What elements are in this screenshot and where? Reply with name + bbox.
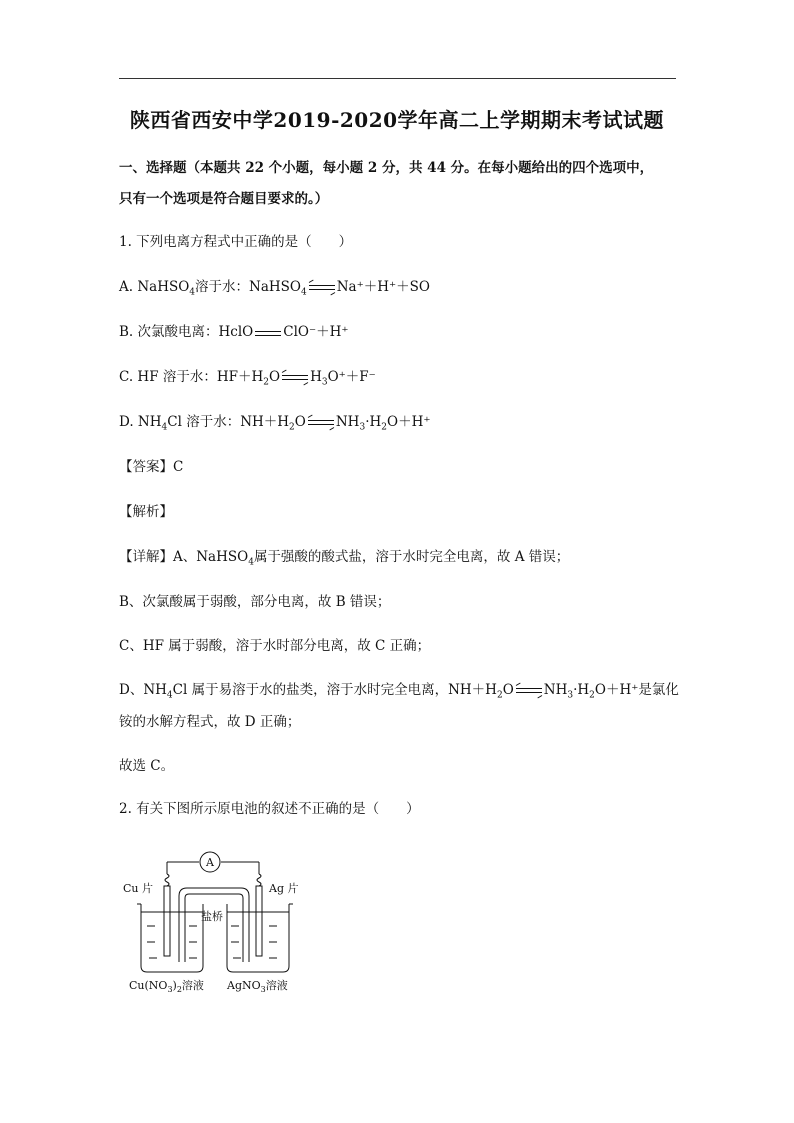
detail-line-d: D、$NH_4Cl$ 属于易溶于水的盐类，溶于水时完全电离，$NH+H_2O$ $NH_3\cdot H_2O+H^+$是氯化: [119, 682, 679, 701]
cu-electrode: [164, 886, 170, 956]
salt-bridge-outer: [179, 888, 249, 962]
salt-bridge-inner: [185, 894, 243, 962]
conclusion: 故选 C。: [119, 758, 175, 774]
detail-line-d-continued: 铵的水解方程式，故 D 正确；: [119, 714, 301, 730]
section-instruction-line-1: 一、选择题（本题共 22 个小题，每小题 2 分，共 44 分。在每小题给出的四个选项中，: [119, 160, 654, 176]
right-electrode-label: Ag 片: [269, 882, 299, 895]
option-a: A. NaHSO$_4$溶于水：NaHSO$_4$ Na⁺＋H⁺＋SO: [119, 279, 430, 298]
reversible-arrow-icon: [308, 418, 334, 428]
left-spring-icon: [165, 874, 169, 886]
page-title: 陕西省西安中学2019-2020学年高二上学期期末考试试题: [129, 108, 665, 132]
reversible-arrow-icon: [516, 686, 542, 696]
detail-line-b: B、次氯酸属于弱酸，部分电离，故 B 错误；: [119, 594, 391, 610]
galvanic-cell-figure: [119, 846, 319, 996]
salt-bridge-label: 盐桥: [201, 910, 223, 923]
reversible-arrow-icon: [309, 283, 335, 293]
detail-line-a: 【详解】A、NaHSO$_4$属于强酸的酸式盐，溶于水时完全电离，故 A 错误；: [119, 549, 570, 568]
answer-label: 【答案】C: [119, 459, 184, 475]
right-solution-label: AgNO$_3$溶液: [227, 979, 288, 994]
left-beaker: [141, 904, 203, 972]
reversible-arrow-icon: [282, 373, 308, 383]
right-spring-icon: [257, 874, 261, 886]
equals-sign-icon: [255, 329, 281, 337]
galvanic-cell-diagram: [119, 846, 319, 996]
ammeter-label: A: [206, 856, 214, 869]
question-1-stem: 1. 下列电离方程式中正确的是（ ）: [119, 234, 353, 250]
left-solution-label: $Cu(NO_3)_2$溶液: [129, 979, 204, 994]
question-2-stem: 2. 有关下图所示原电池的叙述不正确的是（ ）: [119, 801, 420, 817]
left-electrode-label: Cu 片: [123, 882, 153, 895]
right-beaker: [227, 904, 289, 972]
section-instruction-line-2: 只有一个选项是符合题目要求的。）: [119, 191, 329, 207]
option-b: B. 次氯酸电离：HclO ClO⁻＋H⁺: [119, 324, 349, 340]
ag-electrode: [256, 886, 262, 956]
option-c: C. HF 溶于水：$HF+H_2O$ $H_3O^++F^-$: [119, 369, 376, 388]
header-rule: [119, 78, 676, 79]
detail-line-c: C、HF 属于弱酸，溶于水时部分电离，故 C 正确；: [119, 638, 431, 654]
analysis-label: 【解析】: [119, 504, 173, 520]
option-d: D. $NH_4Cl$ 溶于水：$NH+H_2O$ $NH_3\cdot H_2O+H^+$: [119, 414, 431, 433]
